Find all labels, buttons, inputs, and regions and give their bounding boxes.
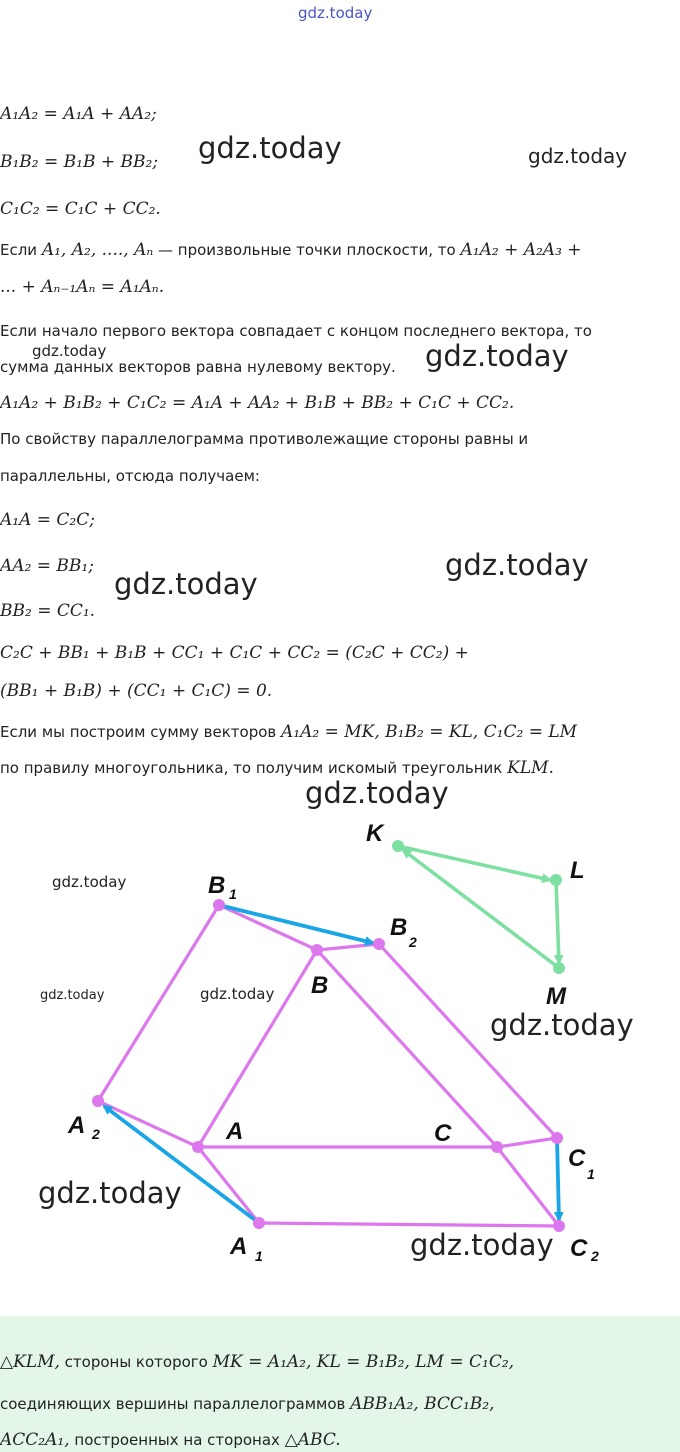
- math-segment: ABB₁A₂, BCC₁B₂,: [350, 1394, 495, 1414]
- label-b2-sub: 2: [409, 934, 417, 950]
- paragraph-line: По свойству параллелограмма противолежащие стороны равны и: [0, 430, 529, 448]
- point-b1: [213, 899, 225, 911]
- watermark: gdz.today: [445, 548, 589, 582]
- math-segment: A₁A₂ + A₂A₃ +: [460, 240, 582, 260]
- math-segment: ACC₂A₁,: [0, 1430, 70, 1450]
- point-a2: [92, 1095, 104, 1107]
- label-b1: B: [208, 872, 226, 899]
- label-c2: C: [570, 1235, 588, 1262]
- watermark: gdz.today: [52, 873, 127, 891]
- equation-a1a: A₁A = C₂C;: [0, 510, 95, 530]
- label-a1-sub: 1: [255, 1248, 263, 1264]
- segment-b1-a2: [98, 905, 219, 1101]
- point-c1: [551, 1132, 563, 1144]
- triangle-klm: [398, 846, 559, 968]
- label-a1: A: [230, 1233, 248, 1260]
- paragraph-line: параллельны, отсюда получаем:: [0, 467, 260, 485]
- answer-line: [0, 1430, 341, 1450]
- watermark: gdz.today: [528, 144, 628, 168]
- point-l: [550, 874, 562, 886]
- equation-long-2: (BB₁ + B₁B) + (CC₁ + C₁C) = 0.: [0, 681, 273, 701]
- segment-b-c: [317, 950, 497, 1147]
- watermark: gdz.today: [40, 988, 105, 1003]
- watermark: gdz.today: [38, 1176, 182, 1210]
- watermark: gdz.today: [198, 131, 342, 165]
- segment-b-a: [198, 950, 317, 1147]
- segment-c-c2: [497, 1147, 559, 1226]
- point-a: [192, 1141, 204, 1153]
- paragraph-line: Если начало первого вектора совпадает с концом последнего вектора, то: [0, 322, 592, 340]
- equation-c1c2: C₁C₂ = C₁C + CC₂.: [0, 199, 161, 219]
- label-l: L: [570, 857, 585, 884]
- segment-a1-c2: [259, 1223, 559, 1226]
- label-k: K: [366, 820, 384, 847]
- text-segment: по правилу многоугольника, то получим искомый треугольник: [0, 759, 503, 777]
- math-segment: A₁, A₂, ...., Aₙ: [41, 240, 154, 260]
- points-line: [0, 240, 582, 260]
- label-m: M: [546, 983, 566, 1010]
- point-k: [392, 840, 404, 852]
- watermark: gdz.today: [305, 776, 449, 810]
- label-b2: B: [390, 914, 408, 941]
- paragraph-line: [0, 758, 554, 778]
- paragraph-line: [0, 722, 577, 742]
- math-segment: KLM.: [507, 758, 554, 778]
- segment-b-b2: [317, 944, 379, 950]
- text-segment: стороны которого: [64, 1353, 208, 1371]
- vector-mk: [403, 850, 559, 968]
- answer-line: [0, 1394, 494, 1414]
- equation-long-1: C₂C + BB₁ + B₁B + CC₁ + C₁C + CC₂ = (C₂C + CC₂) +: [0, 643, 469, 663]
- point-c2: [553, 1220, 565, 1232]
- point-b2: [373, 938, 385, 950]
- label-c1-sub: 1: [587, 1166, 595, 1182]
- paragraph-line: сумма данных векторов равна нулевому вектору.: [0, 358, 396, 376]
- equation-a1a2: A₁A₂ = A₁A + AA₂;: [0, 104, 157, 124]
- label-a: A: [226, 1118, 244, 1145]
- label-c1: C: [568, 1145, 586, 1172]
- label-c2-sub: 2: [591, 1248, 599, 1264]
- label-a2-sub: 2: [92, 1126, 100, 1142]
- watermark: gdz.today: [200, 985, 275, 1003]
- point-c: [491, 1141, 503, 1153]
- watermark: gdz.today: [114, 567, 258, 601]
- equation-b1b2: B₁B₂ = B₁B + BB₂;: [0, 152, 159, 172]
- vector-c1c2: [557, 1138, 559, 1220]
- label-b: B: [311, 972, 329, 999]
- equation-sum: A₁A₂ + B₁B₂ + C₁C₂ = A₁A + AA₂ + B₁B + BB₂ + C₁C + CC₂.: [0, 393, 515, 413]
- vector-b1b2: [219, 905, 373, 943]
- watermark: gdz.today: [410, 1228, 554, 1262]
- text-segment: Если: [0, 241, 38, 259]
- point-m: [553, 962, 565, 974]
- math-segment: △ABC.: [284, 1430, 341, 1450]
- segment-c-c1: [497, 1138, 557, 1147]
- watermark: gdz.today: [425, 339, 569, 373]
- text-segment: построенных на сторонах: [74, 1431, 280, 1449]
- text-segment: соединяющих вершины параллелограммов: [0, 1395, 346, 1413]
- label-b1-sub: 1: [229, 886, 237, 902]
- math-segment: △KLM,: [0, 1352, 60, 1372]
- watermark: gdz.today: [32, 342, 107, 360]
- vector-lm: [556, 880, 559, 963]
- answer-line: [0, 1352, 514, 1372]
- point-b: [311, 944, 323, 956]
- label-c: C: [434, 1120, 452, 1147]
- label-a2: A: [68, 1112, 86, 1139]
- equation-bb2: BB₂ = CC₁.: [0, 601, 96, 621]
- equation-polygon: ... + Aₙ₋₁Aₙ = A₁Aₙ.: [0, 277, 165, 297]
- math-segment: A₁A₂ = MK, B₁B₂ = KL, C₁C₂ = LM: [281, 722, 578, 742]
- watermark: gdz.today: [298, 4, 373, 22]
- equation-aa2: AA₂ = BB₁;: [0, 556, 94, 576]
- text-segment: — произвольные точки плоскости, то: [158, 241, 456, 259]
- text-segment: Если мы построим сумму векторов: [0, 723, 277, 741]
- point-a1: [253, 1217, 265, 1229]
- math-segment: MK = A₁A₂, KL = B₁B₂, LM = C₁C₂,: [212, 1352, 515, 1372]
- watermark: gdz.today: [490, 1008, 634, 1042]
